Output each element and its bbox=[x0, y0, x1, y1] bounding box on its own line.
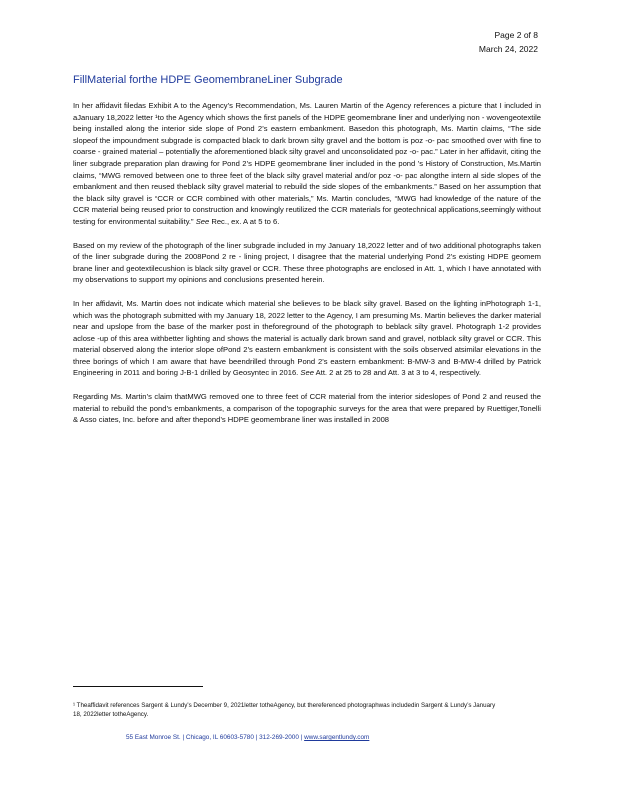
footer-address: 55 East Monroe St. | Chicago, IL 60603-5780 | 312-269-2000 | bbox=[126, 734, 303, 741]
paragraph-1-citation: Rec., ex. A at 5 to 6. bbox=[211, 216, 280, 226]
footnote-divider bbox=[73, 686, 203, 687]
paragraph-3 bbox=[73, 298, 541, 379]
paragraph-2: Based on my review of the photograph of the liner subgrade included in my January 18,2022 letter and of two additional photographs taken of the liner subgrade during the 2008Pond 2 re - lining project, I disagree that the material underlying Pond 2’s existing HDPE geomem brane liner and geotextilecushion is black silty gravel or CCR. These three photographs are enclosed in Att. 1, which I have annotated with my observations to support my opinions and conclusions presented herein. bbox=[73, 240, 541, 285]
paragraph-3-citation: Att. 2 at 25 to 28 and Att. 3 at 3 to 4, respectively. bbox=[315, 368, 481, 378]
paragraph-3-see: See bbox=[300, 368, 314, 378]
footer-website-link[interactable]: www.sargentlundy.com bbox=[304, 734, 370, 741]
paragraph-3-text: In her affidavit, Ms. Martin does not indicate which material she believes to be black silty gravel. Based on the lighting inPhotograph 1-1, which was the photograph submitted with my January 18, 2022 letter to the Agency, I am presuming Ms. Martin believes the darker material near and upslope from the base of the marker post in theforeground of the photograph to beblack silty gravel. Photograph 1-2 provides aclose -up of this area withbetter lighting and shows the material is actually dark brown sand and gravel, notblack silty gravel or CCR. This material observed along the interior slope ofPond 2’s eastern embankment is consistent with the soils observed atsimilar elevations in the three borings of which I am aware that have beendrilled through Pond 2’s eastern embankment: B-MW-3 and B-MW-4 drilled by Patrick Engineering in 2011 and boring J-B-1 drilled by Geosyntec in 2016. bbox=[73, 298, 541, 378]
page-footer bbox=[126, 734, 369, 741]
paragraph-1 bbox=[73, 100, 541, 228]
paragraph-1-text: In her affidavit filedas Exhibit A to the Agency’s Recommendation, Ms. Lauren Martin of the Agency references a picture that I included in aJanuary 18,2022 letter ¹to the Agency which shows the first panels of the HDPE geomembrane liner and underlying non - wovengeotextile being installed along the interior side slope of Pond 2’s eastern embankment. Basedon this photograph, Ms. Martin claims, “The side slopeof the impoundment subgrade is compacted black to dark brown silty gravel and the bottom is poz -o- pac smoothed over with fine to coarse - grained material – potentially the aforementioned black silty gravel and unconsolidated poz -o- pac.” Later in her affidavit, citing the liner subgrade preparation plan drawing for Pond 2’s HDPE geomembrane liner included in the pond ’s History of Construction, Ms.Martin claims, “MWG removed between one to three feet of the black silty gravel material and/or poz -o- pac alongthe intern al side slopes of the embankment and then reused theblack silty gravel material to rebuild the side slopes of the embankments.” Based on her assumption that the black silty gravel is “CCR or CCR combined with other materials,” Ms. Martin concludes, “MWG had knowledge of the nature of the CCR material being reused prior to construction and knowingly reutilized the CCR materials for geotechnical applications,seemingly without testing for environmental suitability.” bbox=[73, 101, 541, 226]
page-number: Page 2 of 8 bbox=[494, 30, 538, 40]
footnote: ¹ Theaffidavit references Sargent & Lundy’s December 9, 2021letter totheAgency, but thereferenced photographwas includedin Sargent & Lundy’s January 18, 2022letter totheAgency. bbox=[73, 702, 496, 718]
body-text bbox=[73, 100, 541, 438]
section-title: FillMaterial forthe HDPE GeomembraneLiner Subgrade bbox=[73, 74, 343, 86]
paragraph-4: Regarding Ms. Martin’s claim thatMWG removed one to three feet of CCR material from the interior sideslopes of Pond 2 and reused the material to rebuild the pond’s embankments, a comparison of the topographic surveys for the area that were prepared by Ruettiger,Tonelli & Asso ciates, Inc. before and after thepond’s HDPE geomembrane liner was installed in 2008 bbox=[73, 392, 541, 425]
letter-date: March 24, 2022 bbox=[478, 44, 538, 54]
paragraph-1-see: See bbox=[195, 216, 210, 226]
page-header bbox=[479, 28, 538, 56]
